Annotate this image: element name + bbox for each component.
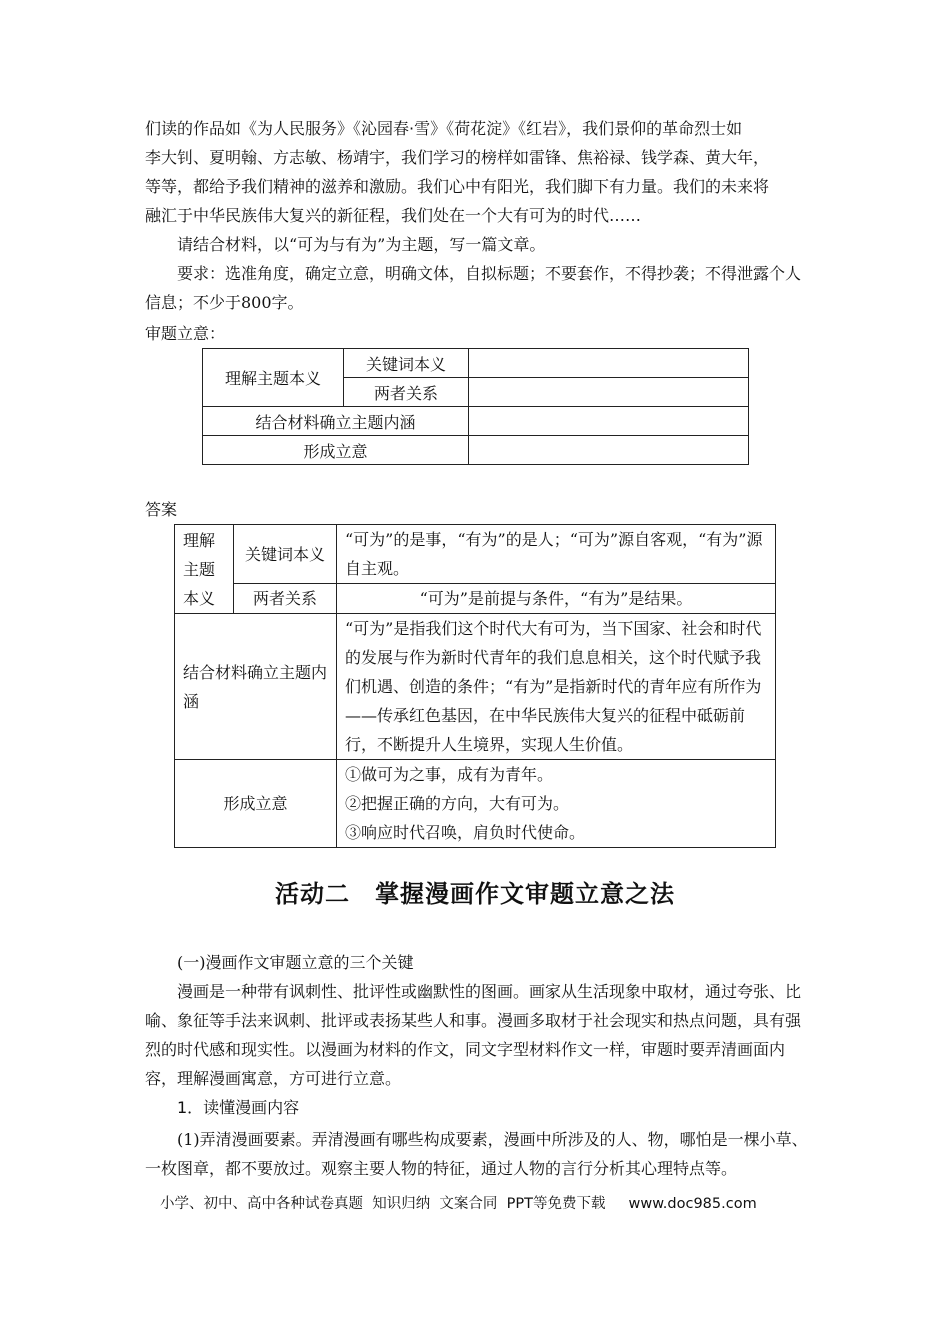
point1-paragraph: (1)弄清漫画要素。弄清漫画有哪些构成要素，漫画中所涉及的人、物，哪怕是一棵小草、一枚图章，都不要放过。观察主要人物的特征，通过人物的言行分析其心理特点等。 bbox=[145, 1130, 808, 1178]
answer-row2-value: “可为”是指我们这个时代大有可为，当下国家、社会和时代的发展与作为新时代青年的我们息息相关，这个时代赋予我们机遇、创造的条件；“有为”是指新时代的青年应有所作为——传承红色基因，在中华民族伟大复兴的征程中砥砺前行，不断提升人生境界，实现人生价值。 bbox=[337, 614, 776, 760]
answer-row3-value bbox=[337, 760, 776, 848]
answer-row3-head: 形成立意 bbox=[175, 760, 337, 848]
answer-label: 答案 bbox=[145, 500, 178, 519]
answer-row1-head: 理解主题本义 bbox=[175, 525, 234, 614]
answer-sub1: 关键词本义 bbox=[234, 525, 337, 584]
blank-cell-connotation bbox=[469, 407, 749, 436]
blank-analysis-table bbox=[202, 348, 749, 465]
intro-line-3: 等等，都给予我们精神的滋养和激励。我们心中有阳光，我们脚下有力量。我们的未来将 bbox=[145, 177, 770, 196]
blank-sub1: 关键词本义 bbox=[344, 349, 469, 378]
intro-line-1: 们读的作品如《为人民服务》《沁园春·雪》《荷花淀》《红岩》，我们景仰的革命烈士如 bbox=[145, 119, 743, 138]
blank-row3-head: 形成立意 bbox=[203, 436, 469, 465]
theme-item-1: ①做可为之事，成有为青年。 bbox=[345, 765, 554, 784]
footer-ad: 小学、初中、高中各种试卷真题 知识归纳 文案合同 PPT等免费下载 www.doc985.com bbox=[160, 1196, 757, 1212]
theme-item-2: ②把握正确的方向，大有可为。 bbox=[345, 794, 570, 813]
intro-line-2: 李大钊、夏明翰、方志敏、杨靖宇，我们学习的榜样如雷锋、焦裕禄、钱学森、黄大年， bbox=[145, 148, 770, 167]
blank-row1-head: 理解主题本义 bbox=[203, 349, 344, 407]
subsection-heading: (一)漫画作文审题立意的三个关键 bbox=[177, 953, 414, 972]
point1-heading: 1．读懂漫画内容 bbox=[177, 1098, 300, 1117]
blank-row2-head: 结合材料确立主题内涵 bbox=[203, 407, 469, 436]
analysis-label: 审题立意： bbox=[145, 324, 226, 343]
blank-cell-relation bbox=[469, 378, 749, 407]
blank-sub2: 两者关系 bbox=[344, 378, 469, 407]
answer-sub2: 两者关系 bbox=[234, 584, 337, 614]
theme-item-3: ③响应时代召唤，肩负时代使命。 bbox=[345, 823, 586, 842]
answer-sub2-value: “可为”是前提与条件，“有为”是结果。 bbox=[337, 584, 776, 614]
requirement-text: 要求：选准角度，确定立意，明确文体，自拟标题；不要套作，不得抄袭；不得泄露个人信息；不少于800字。 bbox=[145, 264, 802, 312]
blank-cell-theme bbox=[469, 436, 749, 465]
body-paragraph: 漫画是一种带有讽刺性、批评性或幽默性的图画。画家从生活现象中取材，通过夸张、比喻、象征等手法来讽刺、批评或表扬某些人和事。漫画多取材于社会现实和热点问题，具有强烈的时代感和现实性。以漫画为材料的作文，同文字型材料作文一样，审题时要弄清画面内容，理解漫画寓意，方可进行立意。 bbox=[145, 982, 802, 1088]
answer-sub1-value: “可为”的是事，“有为”的是人；“可为”源自客观，“有为”源自主观。 bbox=[337, 525, 776, 584]
task-text: 请结合材料，以“可为与有为”为主题，写一篇文章。 bbox=[177, 235, 546, 254]
section-title: 活动二 掌握漫画作文审题立意之法 bbox=[275, 880, 675, 908]
answer-table bbox=[174, 524, 776, 848]
intro-line-4: 融汇于中华民族伟大复兴的新征程，我们处在一个大有可为的时代…… bbox=[145, 206, 642, 225]
answer-row2-head: 结合材料确立主题内涵 bbox=[175, 614, 337, 760]
blank-cell-keyword bbox=[469, 349, 749, 378]
